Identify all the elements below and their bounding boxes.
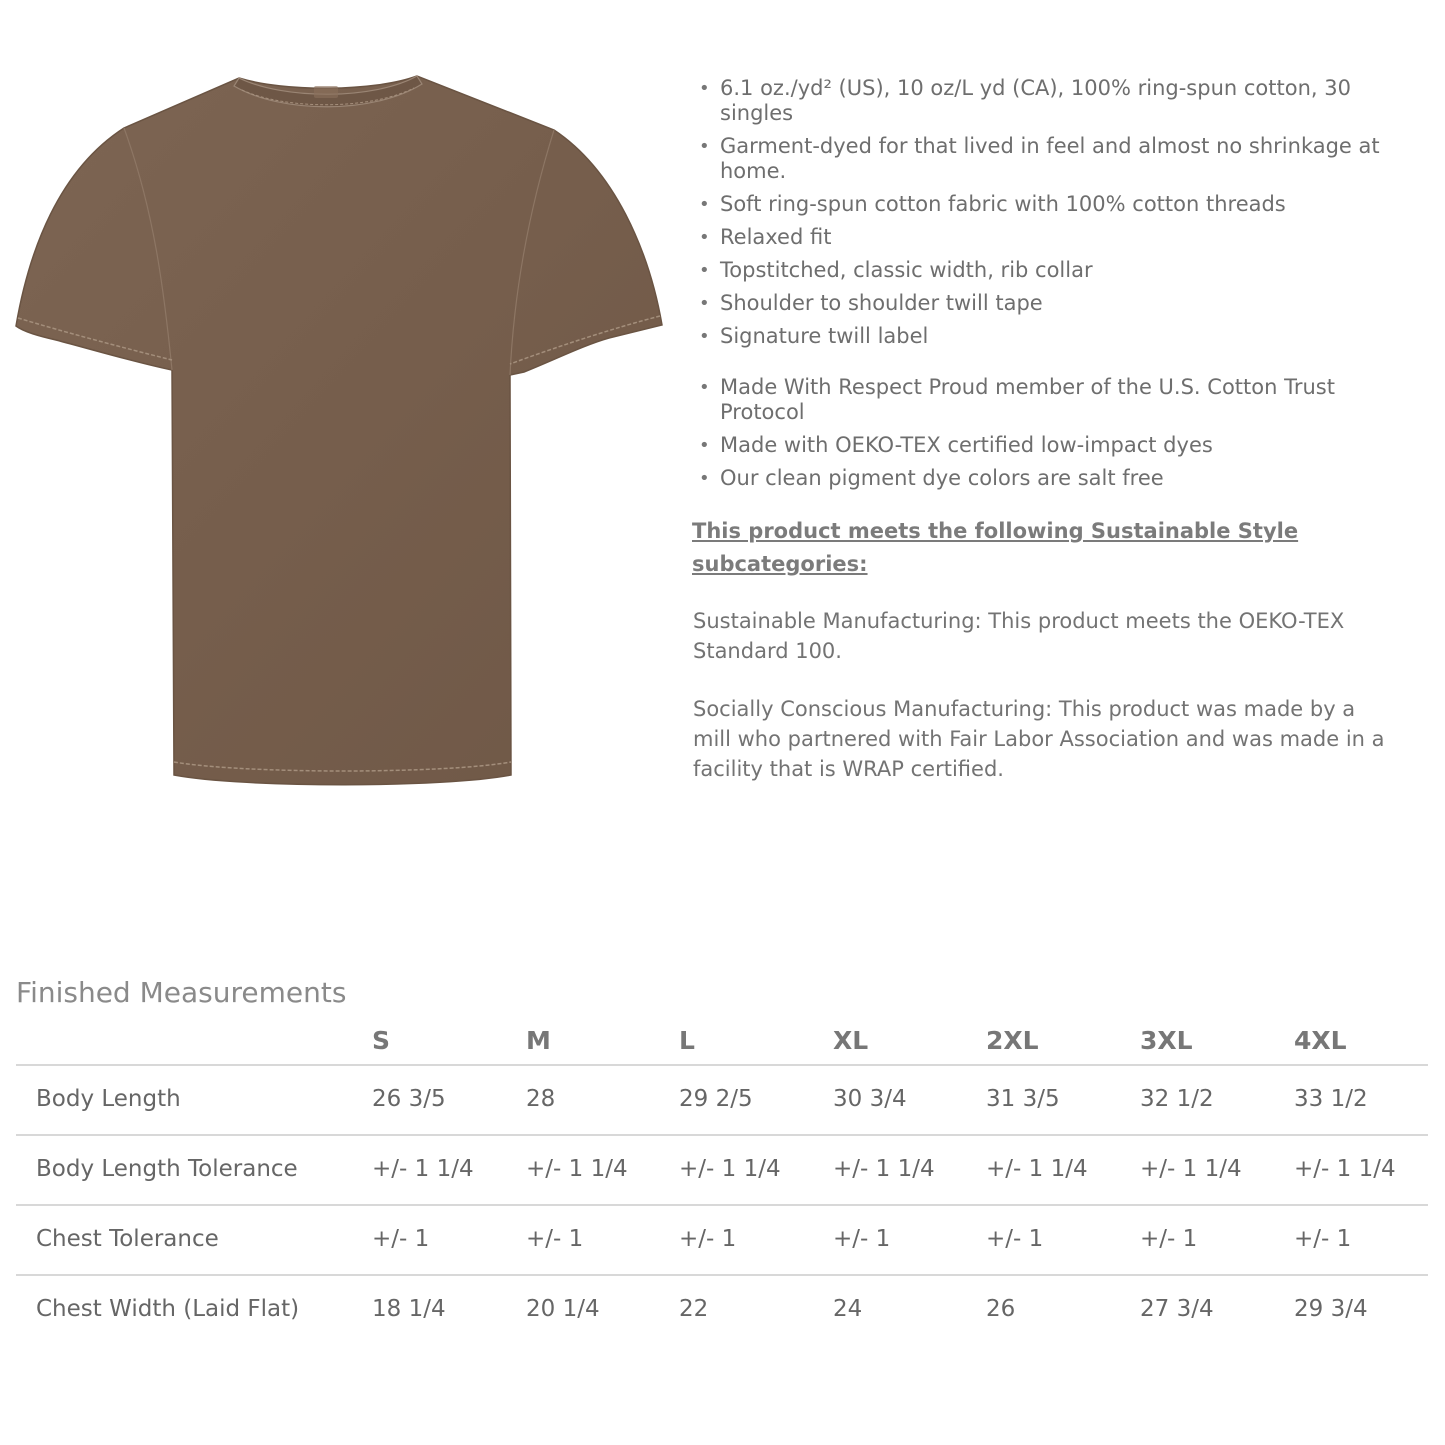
row-label: Chest Tolerance	[36, 1226, 219, 1252]
table-cell: +/- 1	[986, 1226, 1044, 1252]
measurements-table	[16, 1020, 1428, 1344]
feature-item: • 6.1 oz./yd² (US), 10 oz/L yd (CA), 100% ring-spun cotton, 30 singles	[698, 76, 1398, 126]
product-image	[14, 70, 664, 795]
feature-list	[698, 76, 1398, 499]
sustainable-style-heading: This product meets the following Sustainable Style subcategories:	[692, 519, 1299, 576]
feature-group-2	[698, 375, 1398, 491]
tshirt-icon	[14, 70, 664, 795]
row-label: Body Length Tolerance	[36, 1156, 298, 1182]
table-cell: +/- 1	[833, 1226, 891, 1252]
table-cell: 31 3/5	[986, 1086, 1060, 1112]
table-cell: +/- 1 1/4	[1294, 1156, 1396, 1182]
feature-group-1	[698, 76, 1398, 349]
table-row	[16, 1206, 1428, 1276]
table-cell: 22	[679, 1296, 709, 1322]
table-cell: 24	[833, 1296, 863, 1322]
table-cell: 33 1/2	[1294, 1086, 1368, 1112]
table-cell: +/- 1 1/4	[833, 1156, 935, 1182]
size-header: 2XL	[986, 1026, 1039, 1055]
table-header-row	[16, 1020, 1428, 1066]
size-header: 4XL	[1294, 1026, 1347, 1055]
size-header: XL	[833, 1026, 869, 1055]
table-cell: 30 3/4	[833, 1086, 907, 1112]
table-row	[16, 1136, 1428, 1206]
table-cell: +/- 1 1/4	[372, 1156, 474, 1182]
feature-item: • Garment-dyed for that lived in feel and almost no shrinkage at home.	[698, 134, 1398, 184]
table-cell: +/- 1 1/4	[526, 1156, 628, 1182]
sustainable-manufacturing-text: Sustainable Manufacturing: This product meets the OEKO-TEX Standard 100.	[693, 609, 1345, 663]
table-cell: +/- 1	[526, 1226, 584, 1252]
size-header: 3XL	[1140, 1026, 1193, 1055]
table-cell: +/- 1	[1294, 1226, 1352, 1252]
table-row	[16, 1276, 1428, 1344]
table-cell: +/- 1 1/4	[1140, 1156, 1242, 1182]
feature-item: • Made with OEKO-TEX certified low-impact dyes	[698, 433, 1398, 458]
feature-item: • Topstitched, classic width, rib collar	[698, 258, 1398, 283]
table-cell: 26	[986, 1296, 1016, 1322]
row-label: Chest Width (Laid Flat)	[36, 1296, 300, 1322]
feature-item: • Soft ring-spun cotton fabric with 100% cotton threads	[698, 192, 1398, 217]
table-cell: 32 1/2	[1140, 1086, 1214, 1112]
feature-item: • Relaxed fit	[698, 225, 1398, 250]
table-cell: 20 1/4	[526, 1296, 600, 1322]
table-cell: +/- 1	[372, 1226, 430, 1252]
table-cell: 26 3/5	[372, 1086, 446, 1112]
table-cell: +/- 1 1/4	[986, 1156, 1088, 1182]
feature-item: • Made With Respect Proud member of the U.S. Cotton Trust Protocol	[698, 375, 1398, 425]
size-header: M	[526, 1026, 551, 1055]
feature-item: • Our clean pigment dye colors are salt free	[698, 466, 1398, 491]
row-label: Body Length	[36, 1086, 181, 1112]
table-cell: 28	[526, 1086, 556, 1112]
table-cell: 29 2/5	[679, 1086, 753, 1112]
table-cell: +/- 1 1/4	[679, 1156, 781, 1182]
table-cell: 27 3/4	[1140, 1296, 1214, 1322]
size-header: L	[679, 1026, 695, 1055]
table-cell: +/- 1	[1140, 1226, 1198, 1252]
table-cell: 29 3/4	[1294, 1296, 1368, 1322]
table-cell: 18 1/4	[372, 1296, 446, 1322]
size-header: S	[372, 1026, 391, 1055]
table-cell: +/- 1	[679, 1226, 737, 1252]
feature-item: • Signature twill label	[698, 324, 1398, 349]
table-row	[16, 1066, 1428, 1136]
socially-conscious-text: Socially Conscious Manufacturing: This product was made by a mill who partnered with Fair Labor Association and was made in a facility that is WRAP certified.	[693, 697, 1385, 781]
feature-item: • Shoulder to shoulder twill tape	[698, 291, 1398, 316]
measurements-title: Finished Measurements	[16, 976, 347, 1009]
